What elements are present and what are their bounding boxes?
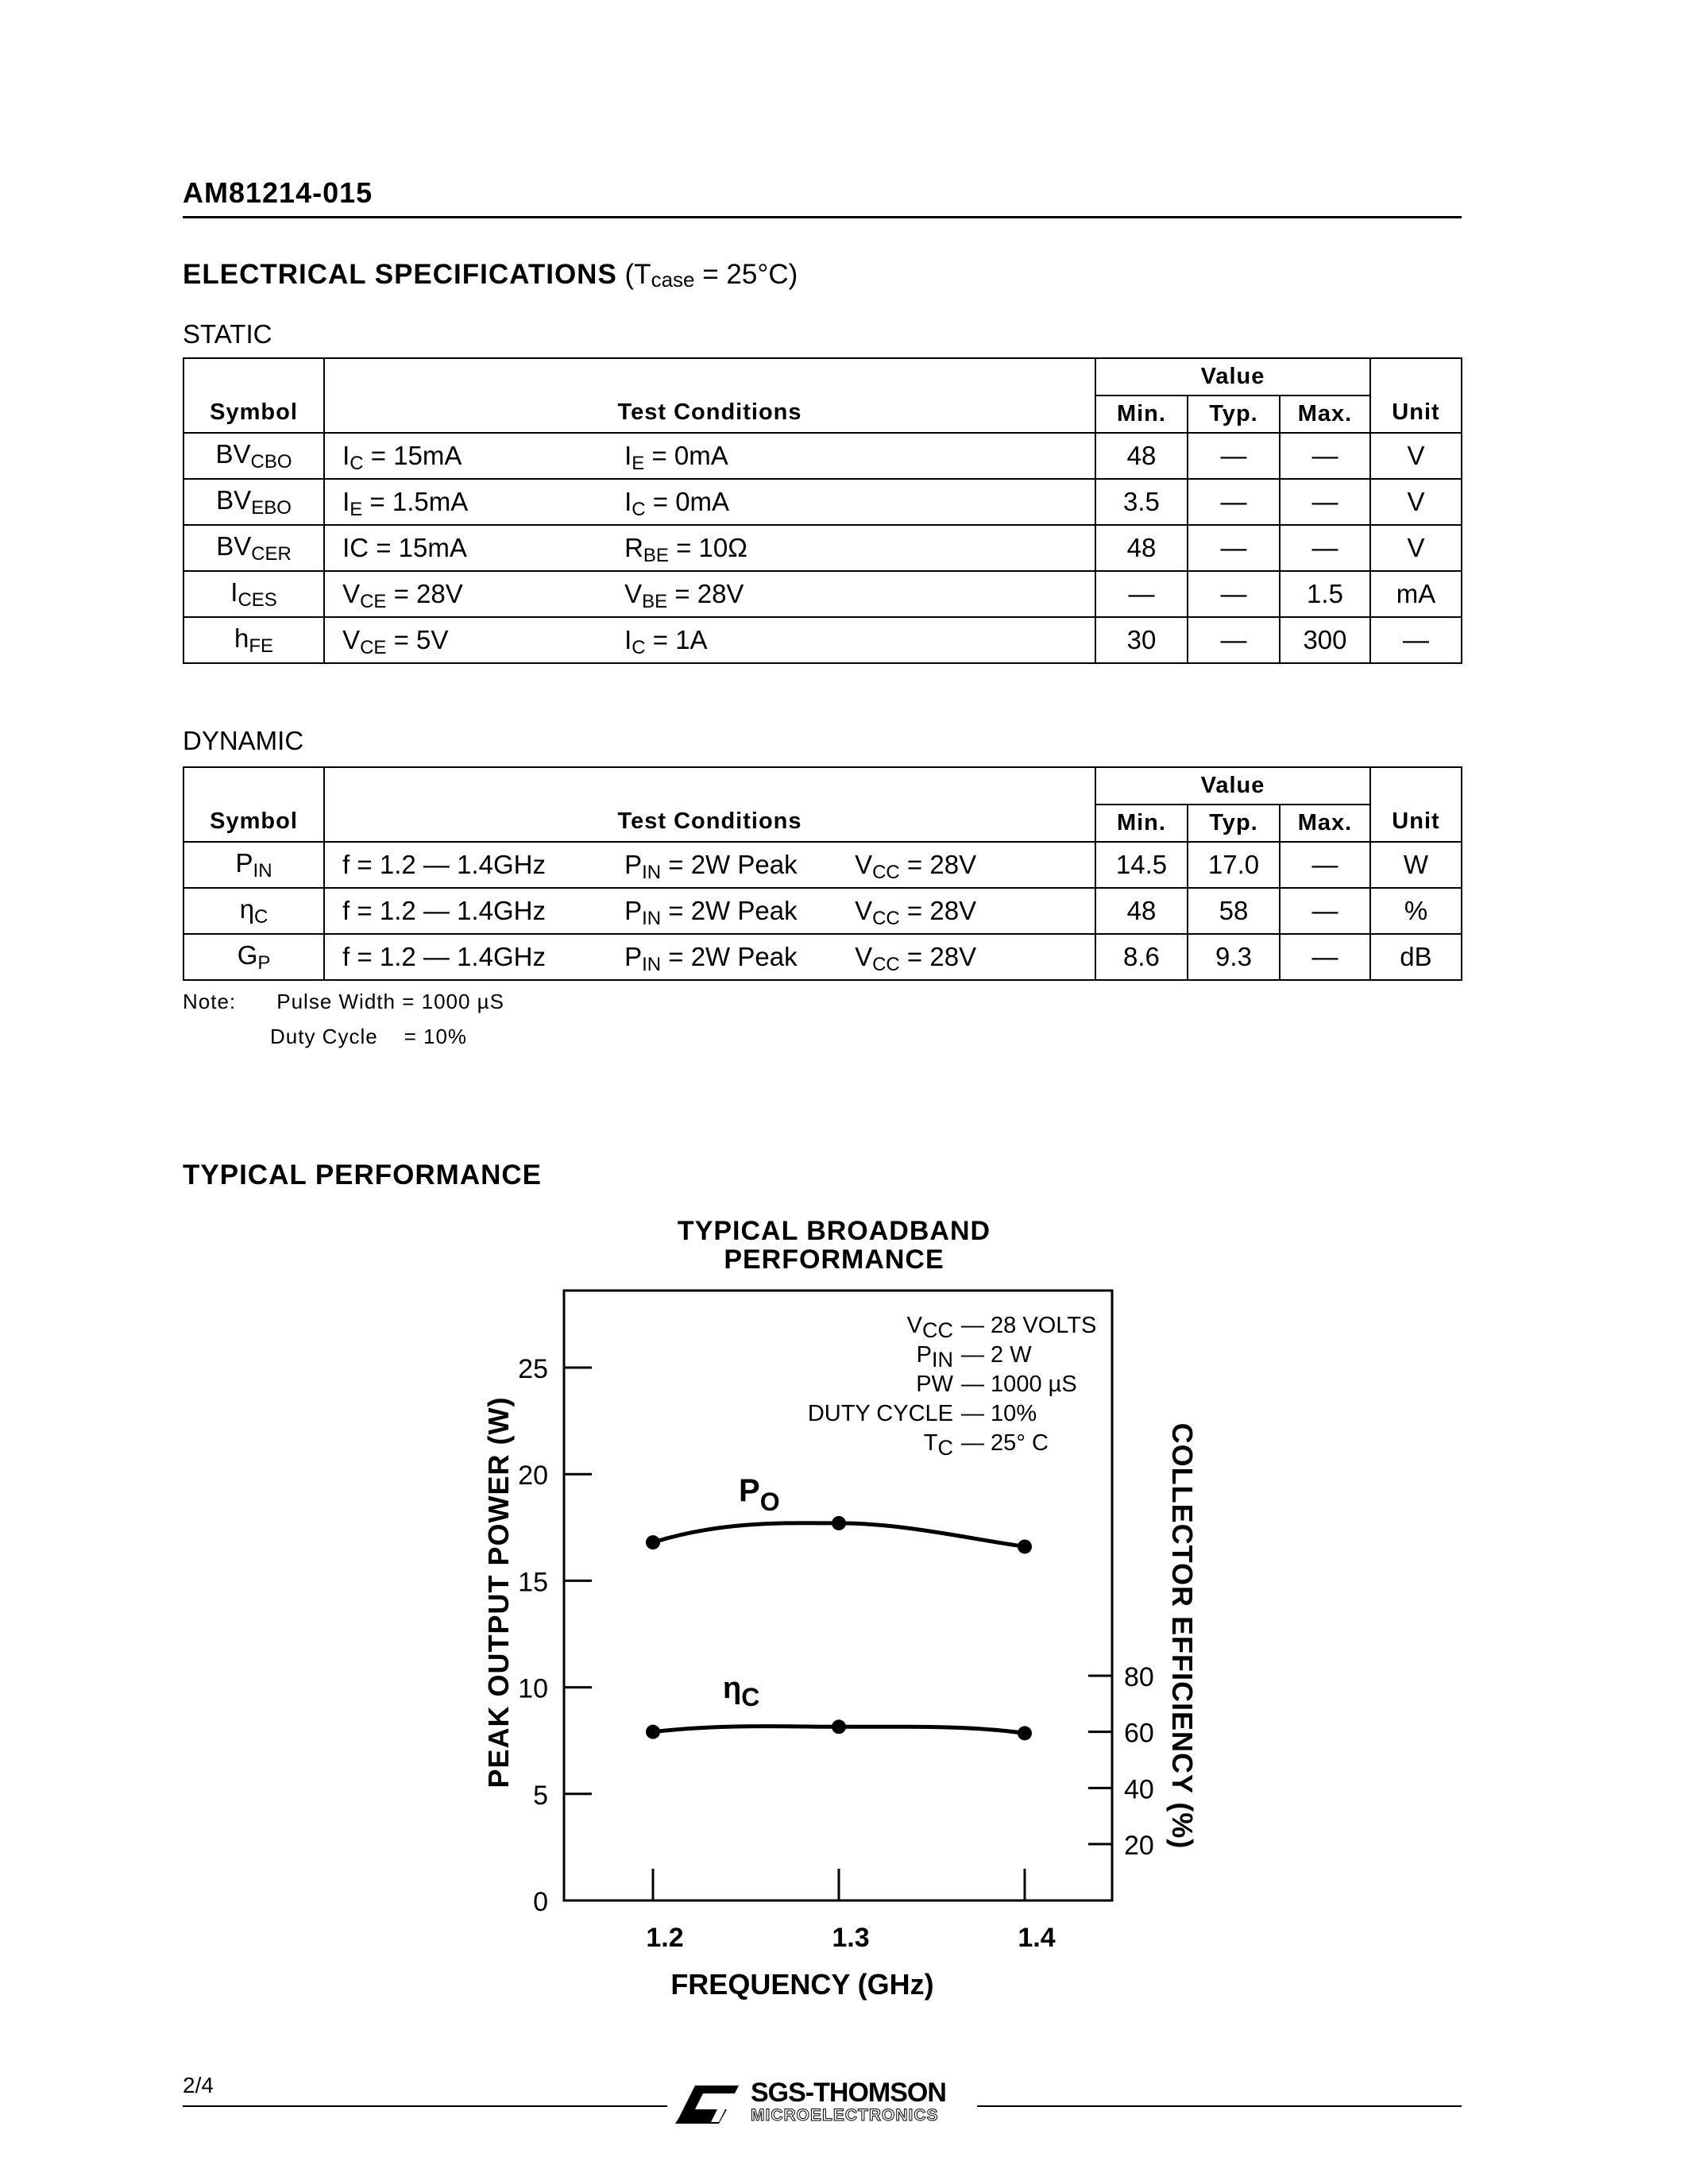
unit-cell: V [1370,525,1462,571]
condition-1: $V_{CE} = 5V$ [342,625,449,658]
unit-cell: W [1370,842,1462,888]
condition-3: $V_{CC} = 28V$ [855,896,977,929]
header-value: Value [1095,358,1370,396]
footer-rule-right [977,2105,1462,2107]
symbol-cell: $I_{CES}$ [183,571,324,617]
data-point-PO [1018,1539,1032,1553]
y-left-tick-label: 10 [518,1673,548,1704]
max-cell: 300 [1280,617,1370,663]
max-cell: — [1280,525,1370,571]
note-pulse-width-key: Pulse Width [276,990,396,1013]
header-typ: Typ. [1188,396,1280,433]
data-point-PO [832,1516,846,1530]
typ-cell: — [1188,433,1280,479]
typ-cell: — [1188,479,1280,525]
annotation-value: — 28 VOLTS [961,1313,1097,1338]
y-right-tick-label: 20 [1124,1831,1154,1861]
header-unit: Unit [1370,358,1462,433]
unit-cell: % [1370,888,1462,934]
y-right-tick-label: 40 [1124,1774,1154,1805]
header-typ: Typ. [1188,805,1280,842]
condition-2: $I_E = 0mA$ [624,441,728,474]
symbol-cell: $BV_{CBO}$ [183,433,324,479]
symbol-cell: $G_P$ [183,934,324,980]
data-point-PO [646,1535,660,1549]
annotation-value: — 2 W [961,1342,1032,1368]
y-left-axis-label: PEAK OUTPUT POWER (W) [482,1396,515,1788]
condition-2: $P_{IN} = 2W$ Peak [624,850,798,883]
data-point-ηC [646,1725,660,1739]
y-right-tick-label: 60 [1124,1718,1154,1749]
header-test-conditions: Test Conditions [324,358,1095,433]
condition-2: $I_C = 1A$ [624,625,708,658]
y-left-tick-label: 0 [533,1887,548,1917]
annotation-value: — 25° C [961,1430,1049,1456]
header-min: Min. [1095,805,1188,842]
condition-1: $V_{CE} = 28V$ [342,579,463,612]
max-cell: — [1280,934,1370,980]
min-cell: 48 [1095,525,1188,571]
symbol-cell: $\eta_C$ [183,888,324,934]
condition-2: $P_{IN} = 2W$ Peak [624,942,798,975]
y-left-tick-label: 5 [533,1780,548,1811]
static-label: STATIC [183,319,272,349]
typ-cell: 58 [1188,888,1280,934]
header-max: Max. [1280,805,1370,842]
x-tick-label: 1.3 [832,1923,870,1953]
y-left-tick-label: 15 [518,1567,548,1598]
condition-2: $P_{IN} = 2W$ Peak [624,896,798,929]
x-axis-label: FREQUENCY (GHz) [670,1968,934,2001]
max-cell: — [1280,433,1370,479]
annotation-value: — 10% [961,1401,1037,1426]
min-cell: 14.5 [1095,842,1188,888]
y-right-axis-label: COLLECTOR EFFICIENCY (%) [1166,1422,1199,1850]
condition-3: $V_{CC} = 28V$ [855,942,977,975]
y-left-tick-label: 25 [518,1354,548,1384]
header-unit: Unit [1370,767,1462,842]
annotation-key: PIN [916,1342,953,1372]
note-label: Note: [183,990,237,1013]
typ-cell: 17.0 [1188,842,1280,888]
min-cell: — [1095,571,1188,617]
symbol-cell: $P_{IN}$ [183,842,324,888]
condition-1: $I_C = 15mA$ [342,441,462,474]
min-cell: 48 [1095,888,1188,934]
max-cell: — [1280,479,1370,525]
data-point-ηC [1018,1726,1032,1740]
typ-cell: — [1188,525,1280,571]
electrical-spec-condition: $(T_{case} = 25^\circ C)$ [624,259,798,291]
sgs-thomson-logo [671,2078,973,2125]
page-number: 2/4 [183,2073,214,2097]
typ-cell: 9.3 [1188,934,1280,980]
series-label-etac: $\eta_C$ [723,1672,760,1711]
typ-cell: — [1188,617,1280,663]
y-right-tick-label: 80 [1124,1662,1154,1692]
condition-1: f = 1.2 — 1.4GHz [342,896,546,925]
dynamic-label: DYNAMIC [183,726,304,755]
st-logo-icon [671,2078,747,2125]
condition-2: $R_{BE} = 10\Omega$ [624,533,747,566]
x-tick-label: 1.4 [1018,1923,1056,1953]
annotation-key: PW [916,1372,953,1397]
unit-cell: V [1370,479,1462,525]
condition-1: IC = 15mA [342,533,467,562]
annotation-key: VCC [906,1313,953,1342]
annotation-value: — 1000 µS [961,1372,1077,1397]
condition-1: f = 1.2 — 1.4GHz [342,942,546,971]
annotation-key: TC [923,1430,953,1460]
x-tick-label: 1.2 [646,1923,684,1953]
part-number: AM81214-015 [183,176,373,209]
typical-performance-heading: TYPICAL PERFORMANCE [183,1160,542,1190]
min-cell: 30 [1095,617,1188,663]
min-cell: 48 [1095,433,1188,479]
note-duty-cycle-value: = 10% [404,1024,468,1048]
footer-rule-left [183,2105,667,2107]
header-min: Min. [1095,396,1188,433]
header-symbol: Symbol [183,358,324,433]
electrical-spec-title: ELECTRICAL SPECIFICATIONS [183,259,617,290]
brand-subtitle: MICROELECTRONICS [751,2106,939,2124]
condition-1: $I_E = 1.5mA$ [342,487,469,520]
max-cell: 1.5 [1280,571,1370,617]
condition-1: f = 1.2 — 1.4GHz [342,850,546,879]
symbol-cell: $BV_{EBO}$ [183,479,324,525]
annotation-key: DUTY CYCLE [807,1401,953,1426]
chart-title-line-2: PERFORMANCE [724,1244,944,1275]
condition-3: $V_{CC} = 28V$ [855,850,977,883]
max-cell: — [1280,842,1370,888]
header-value: Value [1095,767,1370,805]
unit-cell: V [1370,433,1462,479]
condition-2: $V_{BE} = 28V$ [624,579,744,612]
data-point-ηC [832,1719,846,1734]
unit-cell: dB [1370,934,1462,980]
header-test-conditions: Test Conditions [324,767,1095,842]
note-duty-cycle-key: Duty Cycle [270,1024,378,1048]
max-cell: — [1280,888,1370,934]
min-cell: 3.5 [1095,479,1188,525]
condition-2: $I_C = 0mA$ [624,487,730,520]
note-pulse-width-value: = 1000 µS [402,990,504,1013]
header-symbol: Symbol [183,767,324,842]
brand-name: SGS-THOMSON [751,2078,946,2108]
symbol-cell: $BV_{CER}$ [183,525,324,571]
y-left-tick-label: 20 [518,1461,548,1491]
unit-cell: mA [1370,571,1462,617]
chart-title-line-1: TYPICAL BROADBAND [677,1216,991,1246]
min-cell: 8.6 [1095,934,1188,980]
unit-cell: — [1370,617,1462,663]
header-max: Max. [1280,396,1370,433]
series-label-po: $P_O$ [739,1473,780,1516]
typ-cell: — [1188,571,1280,617]
symbol-cell: $h_{FE}$ [183,617,324,663]
